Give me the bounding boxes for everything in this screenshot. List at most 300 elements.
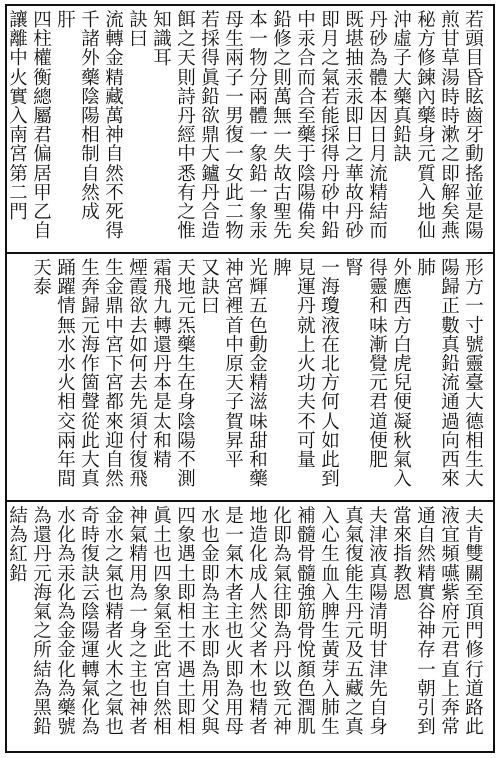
glyph: 太 bbox=[153, 411, 172, 433]
glyph: 量 bbox=[297, 449, 316, 471]
glyph: 權 bbox=[33, 48, 52, 70]
glyph: 中 bbox=[225, 334, 244, 356]
glyph: 氣 bbox=[33, 601, 52, 623]
glyph: 土 bbox=[177, 678, 196, 700]
glyph: 父 bbox=[201, 697, 220, 719]
glyph: 又 bbox=[201, 258, 220, 279]
glyph: 鉛 bbox=[441, 353, 460, 375]
glyph: 合 bbox=[201, 201, 220, 223]
glyph: 轉 bbox=[153, 315, 172, 337]
glyph: 遇 bbox=[177, 659, 196, 681]
glyph: 行 bbox=[465, 659, 484, 681]
glyph: 都 bbox=[105, 392, 124, 414]
glyph: 二 bbox=[225, 201, 244, 223]
glyph: 煙 bbox=[129, 258, 148, 279]
glyph: 沖 bbox=[393, 10, 412, 31]
text-column bbox=[79, 259, 102, 496]
glyph: 宮 bbox=[225, 277, 244, 299]
glyph: 津 bbox=[369, 659, 388, 681]
text-column bbox=[343, 507, 366, 747]
glyph: 可 bbox=[297, 430, 316, 452]
glyph: 眞 bbox=[201, 67, 220, 89]
glyph: 兩 bbox=[249, 86, 268, 108]
glyph: 中 bbox=[177, 144, 196, 166]
text-column bbox=[223, 259, 246, 496]
glyph: 者 bbox=[249, 640, 268, 662]
glyph: 復 bbox=[129, 449, 148, 471]
glyph: 目 bbox=[465, 48, 484, 70]
glyph: 為 bbox=[57, 601, 76, 623]
glyph: 黃 bbox=[321, 640, 340, 662]
glyph: 補 bbox=[297, 506, 316, 527]
glyph: 然 bbox=[249, 601, 268, 623]
glyph: 往 bbox=[273, 582, 292, 604]
glyph: 因 bbox=[369, 105, 388, 127]
glyph: 芽 bbox=[321, 659, 340, 681]
glyph: 髓 bbox=[297, 563, 316, 585]
glyph: 汞 bbox=[345, 67, 364, 89]
glyph: 踊 bbox=[57, 258, 76, 279]
glyph: 在 bbox=[177, 373, 196, 395]
text-column bbox=[103, 507, 126, 747]
lower-panel bbox=[7, 502, 493, 751]
glyph: 火 bbox=[105, 640, 124, 662]
glyph: 眩 bbox=[465, 86, 484, 108]
glyph: 化 bbox=[57, 525, 76, 547]
glyph: 府 bbox=[441, 601, 460, 623]
text-column bbox=[319, 259, 342, 496]
glyph: 之 bbox=[105, 544, 124, 566]
glyph: 木 bbox=[105, 659, 124, 681]
glyph: 肺 bbox=[321, 697, 340, 719]
glyph: 水 bbox=[201, 621, 220, 643]
glyph: 金 bbox=[201, 544, 220, 566]
glyph: 本 bbox=[249, 10, 268, 31]
text-column bbox=[103, 259, 126, 496]
glyph: 關 bbox=[465, 563, 484, 585]
glyph: 曰 bbox=[201, 296, 220, 318]
glyph: 地 bbox=[177, 277, 196, 299]
glyph: 谷 bbox=[417, 601, 436, 623]
glyph: 路 bbox=[465, 697, 484, 719]
glyph: 之 bbox=[273, 48, 292, 70]
glyph: 餌 bbox=[177, 10, 196, 31]
glyph: 方 bbox=[417, 29, 436, 51]
text-column bbox=[439, 507, 462, 747]
glyph: 實 bbox=[417, 582, 436, 604]
glyph: 生 bbox=[321, 621, 340, 643]
glyph: 訣 bbox=[129, 10, 148, 31]
glyph: 箇 bbox=[81, 373, 100, 395]
glyph: 賀 bbox=[225, 411, 244, 433]
glyph: 氣 bbox=[105, 563, 124, 585]
glyph: 成 bbox=[81, 201, 100, 223]
glyph: 作 bbox=[81, 353, 100, 375]
text-column bbox=[367, 259, 390, 496]
glyph: 象 bbox=[177, 525, 196, 547]
glyph: 漱 bbox=[441, 125, 460, 147]
glyph: 此 bbox=[81, 430, 100, 452]
glyph: 君 bbox=[33, 125, 52, 147]
glyph: 本 bbox=[153, 373, 172, 395]
glyph: 過 bbox=[441, 411, 460, 433]
glyph: 和 bbox=[249, 449, 268, 471]
glyph: 來 bbox=[393, 525, 412, 547]
glyph: 也 bbox=[225, 621, 244, 643]
glyph: 即 bbox=[177, 697, 196, 719]
glyph: 死 bbox=[105, 201, 124, 223]
glyph: 堪 bbox=[345, 29, 364, 51]
glyph: 之 bbox=[33, 621, 52, 643]
glyph: 制 bbox=[81, 144, 100, 166]
glyph: 故 bbox=[273, 163, 292, 185]
glyph: 用 bbox=[225, 697, 244, 719]
glyph: 來 bbox=[441, 469, 460, 491]
text-column bbox=[151, 259, 174, 496]
glyph: 君 bbox=[441, 640, 460, 662]
text-column bbox=[271, 259, 294, 496]
glyph: 化 bbox=[273, 506, 292, 527]
glyph: 有 bbox=[177, 182, 196, 204]
text-column bbox=[463, 507, 486, 747]
glyph: 物 bbox=[225, 221, 244, 243]
glyph: 真 bbox=[345, 717, 364, 739]
glyph: 是 bbox=[465, 201, 484, 223]
text-column bbox=[55, 259, 78, 496]
text-column bbox=[127, 507, 150, 747]
glyph: 陰 bbox=[297, 163, 316, 185]
glyph: 氣 bbox=[393, 449, 412, 471]
glyph: 清 bbox=[369, 601, 388, 623]
glyph: 也 bbox=[201, 525, 220, 547]
glyph: 質 bbox=[417, 163, 436, 185]
glyph: 結 bbox=[9, 506, 28, 527]
glyph: 方 bbox=[321, 373, 340, 395]
glyph: 鉛 bbox=[393, 125, 412, 147]
glyph: 古 bbox=[273, 182, 292, 204]
glyph: 神 bbox=[225, 258, 244, 279]
glyph: 脾 bbox=[321, 601, 340, 623]
glyph: 如 bbox=[129, 334, 148, 356]
glyph: 子 bbox=[393, 48, 412, 70]
glyph: 生 bbox=[105, 258, 124, 279]
glyph: 為 bbox=[201, 582, 220, 604]
glyph: 火 bbox=[225, 640, 244, 662]
glyph: 轉 bbox=[81, 659, 100, 681]
glyph: 遇 bbox=[177, 544, 196, 566]
text-column bbox=[295, 259, 318, 496]
glyph: 耳 bbox=[153, 48, 172, 70]
glyph: 炁 bbox=[177, 315, 196, 337]
glyph: 成 bbox=[249, 563, 268, 585]
glyph: 測 bbox=[177, 469, 196, 491]
glyph: 液 bbox=[369, 544, 388, 566]
glyph: 生 bbox=[225, 29, 244, 51]
middle-panel bbox=[7, 254, 493, 502]
glyph: 子 bbox=[225, 392, 244, 414]
glyph: 瓊 bbox=[321, 296, 340, 318]
glyph: 湯 bbox=[441, 67, 460, 89]
glyph: 金 bbox=[57, 640, 76, 662]
text-column bbox=[175, 259, 198, 496]
glyph: 平 bbox=[225, 449, 244, 471]
text-column bbox=[199, 259, 222, 496]
glyph: 自 bbox=[153, 678, 172, 700]
glyph: 水 bbox=[57, 353, 76, 375]
glyph: 和 bbox=[369, 296, 388, 318]
glyph: 不 bbox=[105, 182, 124, 204]
glyph: 為 bbox=[33, 678, 52, 700]
glyph: 強 bbox=[297, 582, 316, 604]
glyph: 藥 bbox=[297, 125, 316, 147]
glyph: 相 bbox=[81, 125, 100, 147]
glyph: 藏 bbox=[105, 86, 124, 108]
glyph: 肌 bbox=[297, 717, 316, 739]
glyph: 南 bbox=[9, 125, 28, 147]
glyph: 去 bbox=[129, 373, 148, 395]
text-column bbox=[319, 11, 342, 248]
glyph: 離 bbox=[9, 29, 28, 51]
glyph: 泰 bbox=[33, 277, 52, 299]
glyph: 精 bbox=[249, 697, 268, 719]
glyph: 衡 bbox=[33, 67, 52, 89]
glyph: 兩 bbox=[225, 48, 244, 70]
text-column bbox=[391, 259, 414, 496]
glyph: 恩 bbox=[393, 582, 412, 604]
glyph: 為 bbox=[81, 717, 100, 739]
glyph: 汞 bbox=[297, 29, 316, 51]
glyph: 者 bbox=[105, 621, 124, 643]
glyph: 精 bbox=[369, 182, 388, 204]
glyph: 此 bbox=[465, 717, 484, 739]
glyph: 中 bbox=[9, 48, 28, 70]
glyph: 牙 bbox=[465, 125, 484, 147]
glyph: 四 bbox=[153, 563, 172, 585]
glyph: 氣 bbox=[105, 697, 124, 719]
glyph: 曰 bbox=[129, 29, 148, 51]
glyph: 數 bbox=[441, 315, 460, 337]
glyph: 滋 bbox=[249, 392, 268, 414]
glyph: 一 bbox=[129, 601, 148, 623]
glyph: 一 bbox=[225, 525, 244, 547]
glyph: 時 bbox=[441, 86, 460, 108]
glyph: 若 bbox=[201, 10, 220, 31]
glyph: 得 bbox=[369, 258, 388, 279]
glyph: 此 bbox=[225, 182, 244, 204]
glyph: 也 bbox=[129, 678, 148, 700]
glyph: 歸 bbox=[441, 277, 460, 299]
glyph: 屬 bbox=[33, 105, 52, 127]
glyph: 凝 bbox=[393, 411, 412, 433]
glyph: 體 bbox=[249, 105, 268, 127]
glyph: 味 bbox=[369, 315, 388, 337]
glyph: 丹 bbox=[345, 601, 364, 623]
glyph: 運 bbox=[297, 277, 316, 299]
glyph: 寸 bbox=[465, 315, 484, 337]
glyph: 象 bbox=[249, 201, 268, 223]
text-column bbox=[271, 11, 294, 248]
glyph: 之 bbox=[345, 144, 364, 166]
glyph: 丹 bbox=[201, 182, 220, 204]
glyph: 者 bbox=[249, 717, 268, 739]
glyph: 鉛 bbox=[321, 221, 340, 243]
glyph: 轉 bbox=[105, 29, 124, 51]
glyph: 真 bbox=[81, 469, 100, 491]
text-column bbox=[31, 259, 54, 496]
glyph: 津 bbox=[369, 525, 388, 547]
glyph: 復 bbox=[345, 544, 364, 566]
glyph: 甘 bbox=[441, 29, 460, 51]
glyph: 真 bbox=[393, 105, 412, 127]
glyph: 液 bbox=[321, 315, 340, 337]
glyph: 草 bbox=[441, 48, 460, 70]
glyph: 正 bbox=[441, 296, 460, 318]
glyph: 丹 bbox=[177, 105, 196, 127]
glyph: 月 bbox=[321, 29, 340, 51]
glyph: 無 bbox=[57, 315, 76, 337]
glyph: 用 bbox=[201, 678, 220, 700]
glyph: 華 bbox=[345, 163, 364, 185]
glyph: 自 bbox=[369, 697, 388, 719]
glyph: 丹 bbox=[321, 163, 340, 185]
glyph: 水 bbox=[201, 506, 220, 527]
text-column bbox=[343, 259, 366, 496]
glyph: 氣 bbox=[345, 525, 364, 547]
glyph: 主 bbox=[129, 659, 148, 681]
glyph: 來 bbox=[105, 411, 124, 433]
glyph: 鉛 bbox=[9, 563, 28, 585]
glyph: 宮 bbox=[105, 373, 124, 395]
glyph: 元 bbox=[81, 315, 100, 337]
glyph: 肯 bbox=[465, 525, 484, 547]
glyph: 萬 bbox=[273, 86, 292, 108]
glyph: 昇 bbox=[225, 430, 244, 452]
glyph: 造 bbox=[201, 221, 220, 243]
glyph: 裡 bbox=[225, 296, 244, 318]
glyph: 復 bbox=[225, 125, 244, 147]
glyph: 聲 bbox=[81, 392, 100, 414]
glyph: 日 bbox=[345, 125, 364, 147]
glyph: 搖 bbox=[465, 163, 484, 185]
glyph: 汞 bbox=[345, 86, 364, 108]
glyph: 雙 bbox=[465, 544, 484, 566]
upper-panel bbox=[7, 6, 493, 254]
glyph: 甜 bbox=[249, 430, 268, 452]
glyph: 木 bbox=[225, 563, 244, 585]
glyph: 是 bbox=[225, 506, 244, 527]
glyph: 即 bbox=[201, 640, 220, 662]
glyph: 一 bbox=[225, 86, 244, 108]
glyph: 光 bbox=[249, 258, 268, 279]
text-column bbox=[415, 507, 438, 747]
glyph: 鼎 bbox=[105, 296, 124, 318]
glyph: 大 bbox=[465, 469, 484, 491]
glyph: 自 bbox=[105, 144, 124, 166]
glyph: 丹 bbox=[33, 544, 52, 566]
glyph: 氣 bbox=[225, 544, 244, 566]
glyph: 四 bbox=[33, 10, 52, 31]
glyph: 秋 bbox=[393, 430, 412, 452]
glyph: 當 bbox=[393, 506, 412, 527]
glyph: 生 bbox=[321, 544, 340, 566]
glyph: 之 bbox=[321, 48, 340, 70]
glyph: 合 bbox=[297, 48, 316, 70]
glyph: 宮 bbox=[9, 144, 28, 166]
glyph: 陽 bbox=[465, 221, 484, 243]
glyph: 天 bbox=[225, 373, 244, 395]
glyph: 實 bbox=[9, 86, 28, 108]
glyph: 主 bbox=[201, 601, 220, 623]
glyph: 一 bbox=[465, 296, 484, 318]
glyph: 迎 bbox=[105, 430, 124, 452]
glyph: 訣 bbox=[201, 277, 220, 299]
text-column bbox=[391, 11, 414, 248]
glyph: 然 bbox=[417, 544, 436, 566]
glyph: 和 bbox=[153, 430, 172, 452]
glyph: 還 bbox=[153, 334, 172, 356]
glyph: 靈 bbox=[369, 277, 388, 299]
glyph: 精 bbox=[105, 67, 124, 89]
glyph: 氣 bbox=[273, 563, 292, 585]
glyph: 動 bbox=[465, 144, 484, 166]
glyph: 元 bbox=[369, 373, 388, 395]
glyph: 故 bbox=[345, 182, 364, 204]
glyph: 還 bbox=[33, 525, 52, 547]
glyph: 一 bbox=[225, 144, 244, 166]
glyph: 為 bbox=[369, 48, 388, 70]
glyph: 相 bbox=[57, 392, 76, 414]
glyph: 一 bbox=[273, 125, 292, 147]
glyph: 流 bbox=[441, 373, 460, 395]
glyph: 以 bbox=[273, 659, 292, 681]
text-column bbox=[199, 11, 222, 248]
glyph: 方 bbox=[465, 277, 484, 299]
text-column bbox=[367, 11, 390, 248]
glyph: 金 bbox=[105, 48, 124, 70]
glyph: 奔 bbox=[441, 697, 460, 719]
glyph: 入 bbox=[417, 182, 436, 204]
glyph: 金 bbox=[105, 506, 124, 527]
glyph: 而 bbox=[369, 221, 388, 243]
glyph: 外 bbox=[393, 258, 412, 279]
glyph: 此 bbox=[321, 449, 340, 471]
glyph: 號 bbox=[465, 334, 484, 356]
glyph: 交 bbox=[57, 411, 76, 433]
glyph: 解 bbox=[441, 182, 460, 204]
glyph: 合 bbox=[297, 86, 316, 108]
glyph: 相 bbox=[177, 717, 196, 739]
glyph: 大 bbox=[465, 392, 484, 414]
glyph: 能 bbox=[345, 563, 364, 585]
glyph: 萬 bbox=[105, 105, 124, 127]
glyph: 藥 bbox=[57, 697, 76, 719]
text-column bbox=[439, 259, 462, 496]
glyph: 金 bbox=[57, 621, 76, 643]
glyph: 門 bbox=[9, 201, 28, 223]
glyph: 血 bbox=[321, 563, 340, 585]
glyph: 首 bbox=[225, 315, 244, 337]
glyph: 詩 bbox=[177, 86, 196, 108]
glyph: 臺 bbox=[465, 373, 484, 395]
text-column bbox=[79, 11, 102, 248]
glyph: 地 bbox=[249, 506, 268, 527]
glyph: 陽 bbox=[369, 582, 388, 604]
glyph: 天 bbox=[33, 258, 52, 279]
glyph: 氣 bbox=[153, 601, 172, 623]
glyph: 西 bbox=[441, 449, 460, 471]
glyph: 本 bbox=[369, 86, 388, 108]
glyph: 自 bbox=[105, 449, 124, 471]
